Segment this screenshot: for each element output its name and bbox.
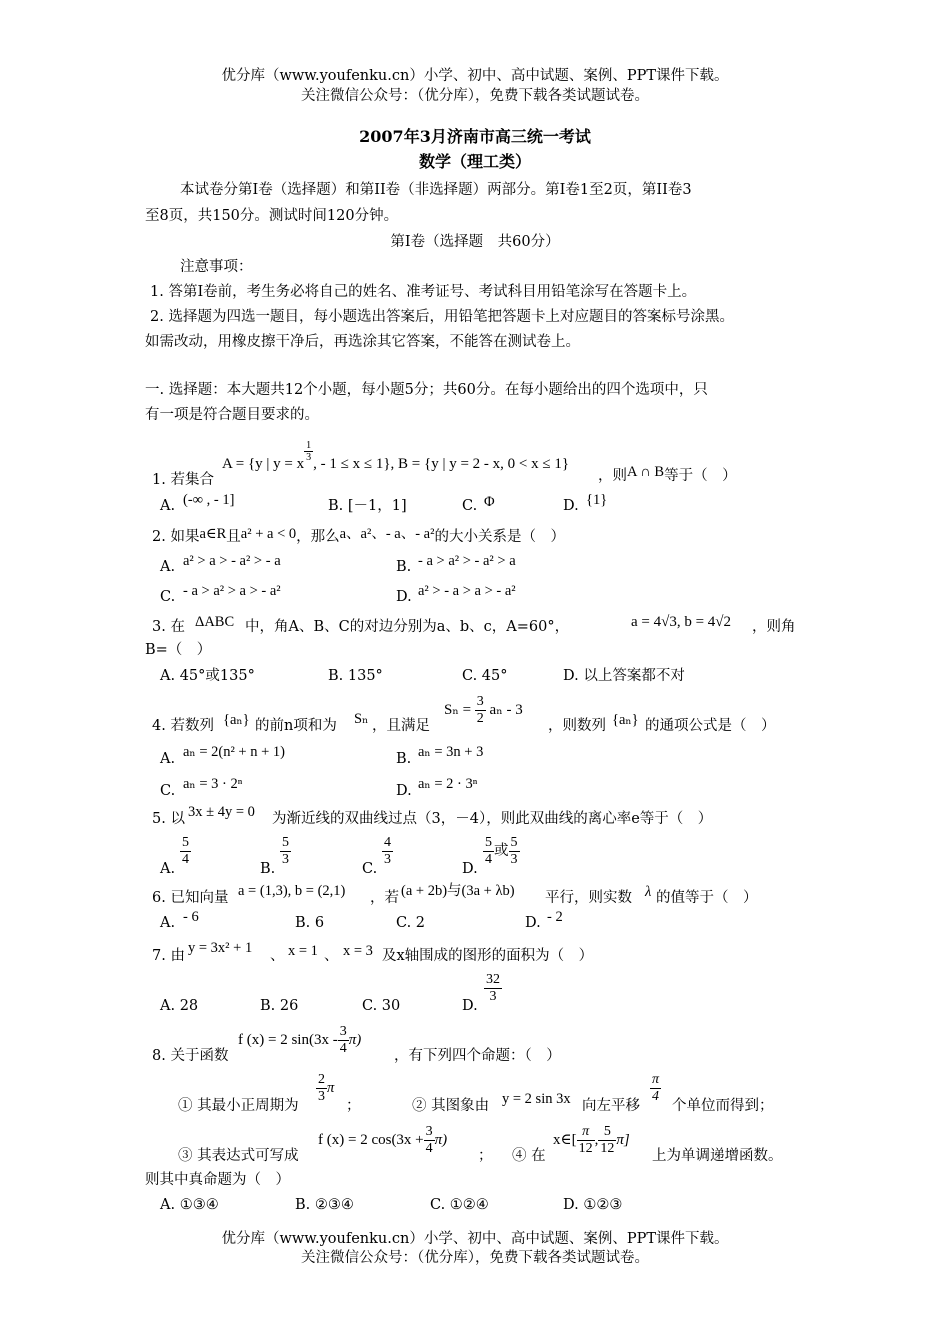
q5-option-c-label: C. — [362, 861, 378, 877]
q4-text-2: ，且满足 — [372, 718, 430, 734]
footer-line-2: 关注微信公众号：（优分库），免费下载各类试题试卷。 — [301, 1250, 649, 1266]
intro-line-2: 至8页，共150分。测试时间120分钟。 — [145, 208, 399, 224]
q4-sn: Sₙ — [354, 711, 369, 727]
q7-option-b: B. 26 — [260, 998, 299, 1014]
q4-option-a-label: A. — [160, 751, 176, 767]
header-line-2: 关注微信公众号：（优分库），免费下载各类试题试卷。 — [301, 88, 649, 104]
q3-option-a: A. 45°或135° — [160, 668, 255, 684]
q8-prop-1-value: $\frac{2}{3}$ π — [318, 1072, 335, 1105]
q6-lambda: λ — [645, 884, 652, 900]
exam-title: 2007年3月济南市高三统一考试 — [359, 127, 591, 146]
q5-option-d-label: D. — [462, 861, 478, 877]
q4-tail: 的通项公式是（ ） — [645, 718, 776, 734]
q2-option-c: - a > a² > a > - a² — [183, 583, 281, 599]
q5-stem: 5. 以 — [152, 811, 185, 827]
note-2b: 如需改动，用橡皮擦干净后，再选涂其它答案，不能答在测试卷上。 — [145, 334, 580, 350]
q8-prop-2-end: 个单位而得到； — [672, 1098, 774, 1114]
q3-triangle: ΔABC — [195, 614, 235, 630]
q3-given: a = 4√3, b = 4√2 — [631, 614, 732, 630]
section-1-line-1: 一. 选择题：本大题共12个小题，每小题5分；共60分。在每小题给出的四个选项中，只 — [145, 382, 708, 398]
q8-prop-1-end: ； — [346, 1098, 361, 1114]
q2-option-c-label: C. — [160, 589, 176, 605]
q7-option-d-value: $\frac{32}{3}$ — [486, 971, 500, 1004]
note-1: 1. 答第I卷前，考生务必将自己的姓名、准考证号、考试科目用铅笔涂写在答题卡上。 — [150, 284, 697, 300]
q7-sep-2: 、 — [324, 948, 339, 964]
q3-tail: ，则角 — [752, 619, 796, 635]
intro-line-1: 本试卷分第I卷（选择题）和第II卷（非选择题）两部分。第I卷1至2页，第II卷3 — [180, 182, 692, 198]
q4-option-d: aₙ = 2 · 3ⁿ — [418, 776, 478, 792]
q1-option-a-value: (-∞ , - 1] — [183, 492, 235, 508]
q6-condition: (a + 2b)与(3a + λb) — [401, 883, 515, 899]
q8-option-c: C. ①②④ — [430, 1197, 489, 1213]
q2-option-b: - a > a² > - a² > a — [418, 553, 516, 569]
q5-option-d: $\frac{5}{4}$ 或 $\frac{5}{3}$ — [485, 834, 518, 867]
q8-tail: ，有下列四个命题：（ ） — [394, 1048, 561, 1064]
q2-option-b-label: B. — [396, 559, 412, 575]
q8-option-a: A. ①③④ — [160, 1197, 219, 1213]
q7-sep-1: 、 — [270, 948, 285, 964]
q1-set-definition: A = {y | y = x $\frac{1}{3}$ , - 1 ≤ x ≤ 1}, B = {y | y = 2 - x, 0 < x ≤ 1} — [222, 440, 570, 472]
footer-line-1: 优分库（www.youfenku.cn）小学、初中、高中试题、案例、PPT课件下载。 — [221, 1231, 729, 1247]
q7-stem: 7. 由 — [152, 948, 185, 964]
q1-option-c: C. — [462, 498, 478, 514]
q8-option-d: D. ①②③ — [563, 1197, 623, 1213]
q1-stem-end: ，则A ∩ B等于（ ） — [598, 464, 737, 484]
q8-prop-2: ② 其图象由 — [412, 1098, 490, 1114]
q4-option-b: aₙ = 3n + 3 — [418, 744, 484, 760]
q4-seq: {aₙ} — [223, 712, 250, 728]
section-1-line-2: 有一项是符合题目要求的。 — [145, 407, 319, 423]
q6-option-a-value: - 6 — [183, 909, 199, 925]
q8-prop-2-expr: y = 2 sin 3x — [502, 1091, 571, 1107]
note-2a: 2. 选择题为四选一题目，每小题选出答案后，用铅笔把答题卡上对应题目的答案标号涂黑。 — [150, 309, 734, 325]
q2-option-d: a² > - a > a > - a² — [418, 583, 516, 599]
q3-line-2: B=（ ） — [145, 642, 212, 658]
q8-prop-3-expr: f (x) = 2 cos(3x + $\frac{3}{4}$ π) — [318, 1124, 448, 1157]
q8-function: f (x) = 2 sin(3x - $\frac{3}{4}$ π) — [238, 1024, 362, 1057]
q7-curve: y = 3x² + 1 — [188, 940, 253, 956]
q7-tail: 及x轴围成的图形的面积为（ ） — [382, 948, 594, 964]
q6-mid: ，若 — [370, 890, 399, 906]
exam-subtitle: 数学（理工类） — [418, 152, 531, 171]
q8-prop-1: ① 其最小正周期为 — [178, 1098, 299, 1114]
q8-prop-3: ③ 其表达式可写成 — [178, 1148, 299, 1164]
q2-option-a-label: A. — [160, 559, 176, 575]
q1-option-c-value: Φ — [484, 494, 495, 510]
q6-option-b: B. 6 — [295, 915, 325, 931]
header-line-1: 优分库（www.youfenku.cn）小学、初中、高中试题、案例、PPT课件下载。 — [221, 68, 729, 84]
q3-option-d: D. 以上答案都不对 — [563, 668, 685, 684]
q2-option-d-label: D. — [396, 589, 412, 605]
q4-text-3: ，则数列 — [548, 718, 606, 734]
q5-tail: 为渐近线的双曲线过点（3，－4），则此双曲线的离心率e等于（ ） — [272, 811, 713, 827]
q8-option-b: B. ②③④ — [295, 1197, 354, 1213]
q8-prop-3-end: ； — [478, 1148, 493, 1164]
q6-option-d-value: - 2 — [547, 909, 563, 925]
q8-stem: 8. 关于函数 — [152, 1048, 229, 1064]
part-title: 第I卷（选择题 共60分） — [390, 234, 560, 250]
q1-stem: 1. 若集合 — [152, 472, 214, 488]
q5-option-c: $\frac{4}{3}$ — [384, 834, 391, 867]
q8-conclusion: 则其中真命题为（ ） — [145, 1172, 290, 1188]
q7-option-d-label: D. — [462, 998, 478, 1014]
q4-text-1: 的前n项和为 — [255, 718, 337, 734]
notes-title: 注意事项： — [180, 259, 253, 275]
q3-stem: 3. 在 — [152, 619, 185, 635]
q2-option-a: a² > a > - a² > - a — [183, 553, 281, 569]
q4-stem: 4. 若数列 — [152, 718, 214, 734]
q4-option-c: aₙ = 3 · 2ⁿ — [183, 776, 243, 792]
q6-option-d-label: D. — [525, 915, 541, 931]
q4-option-c-label: C. — [160, 783, 176, 799]
q8-prop-4: ④ 在 — [512, 1148, 546, 1164]
q3-option-c: C. 45° — [462, 668, 508, 684]
q5-option-a-label: A. — [160, 861, 176, 877]
q6-option-a-label: A. — [160, 915, 176, 931]
q5-option-b-label: B. — [260, 861, 276, 877]
q5-option-b: $\frac{5}{3}$ — [282, 834, 289, 867]
q4-seq-2: {aₙ} — [612, 712, 639, 728]
q2-stem: 2. 如果a∈R且a² + a < 0，那么a、a²、- a、- a²的大小关系是（ ） — [152, 526, 565, 545]
q1-option-a: A. — [160, 498, 176, 514]
q8-prop-2-shift: $\frac{\pi}{4}$ — [652, 1072, 660, 1105]
q1-option-b: B. [－1，1] — [328, 498, 407, 514]
q6-tail-1: 平行，则实数 — [545, 890, 632, 906]
q5-asymptote: 3x ± 4y = 0 — [188, 804, 255, 820]
q7-x1: x = 1 — [288, 943, 318, 959]
q6-vectors: a = (1,3), b = (2,1) — [238, 883, 346, 899]
q4-option-a: aₙ = 2(n² + n + 1) — [183, 744, 285, 760]
q7-x2: x = 3 — [343, 943, 373, 959]
q6-tail-2: 的值等于（ ） — [656, 890, 758, 906]
q4-option-d-label: D. — [396, 783, 412, 799]
q4-option-b-label: B. — [396, 751, 412, 767]
q3-text: 中，角A、B、C的对边分别为a、b、c，A=60°， — [245, 619, 570, 635]
q4-formula: Sₙ = $\frac{3}{2}$ aₙ - 3 — [444, 694, 523, 727]
q1-option-d-value: {1} — [586, 492, 608, 508]
q7-option-c: C. 30 — [362, 998, 401, 1014]
q8-prop-2-mid: 向左平移 — [582, 1098, 640, 1114]
q5-option-a: $\frac{5}{4}$ — [182, 834, 189, 867]
q8-prop-4-end: 上为单调递增函数。 — [652, 1148, 783, 1164]
q8-prop-4-interval: x∈[ $\frac{\pi}{12}$ , $\frac{5}{12}$ π] — [553, 1124, 630, 1157]
q6-stem: 6. 已知向量 — [152, 890, 229, 906]
q1-option-d: D. — [563, 498, 579, 514]
q3-option-b: B. 135° — [328, 668, 383, 684]
q6-option-c: C. 2 — [396, 915, 426, 931]
q7-option-a: A. 28 — [160, 998, 199, 1014]
